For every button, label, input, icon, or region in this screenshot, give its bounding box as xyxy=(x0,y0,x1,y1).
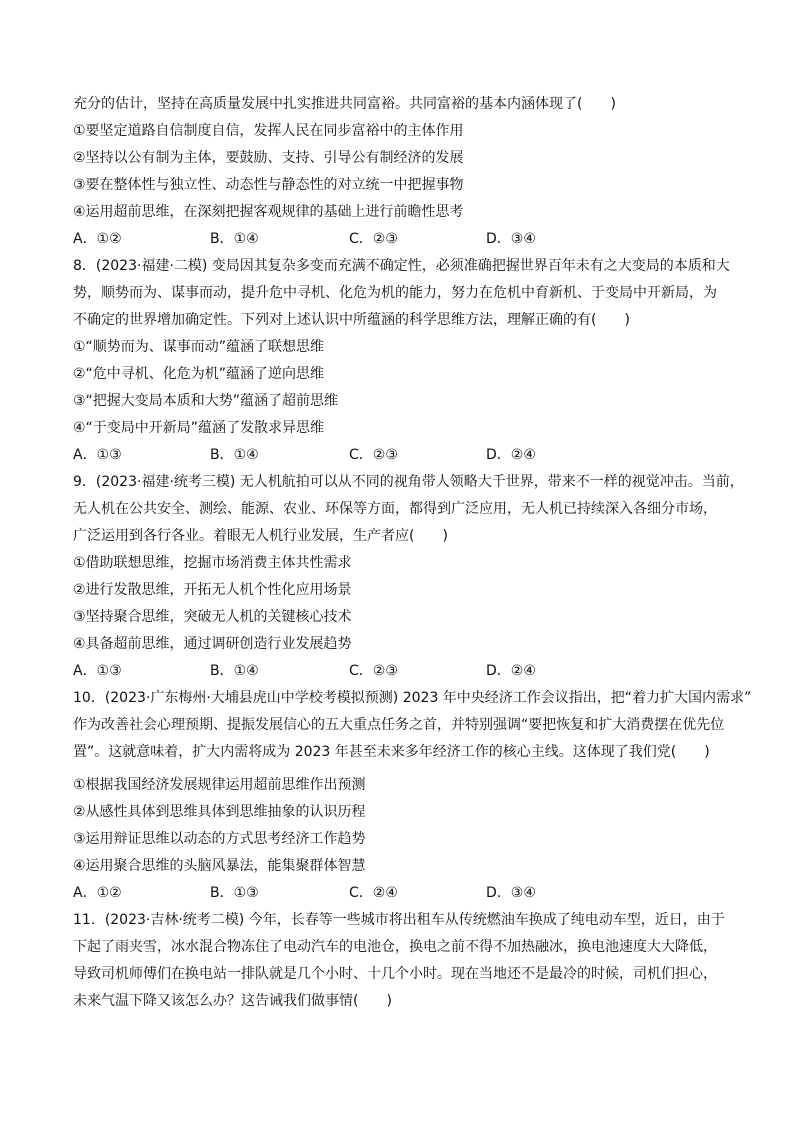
q8-stem-line-2: 势，顺势而为、谋事而动，提升危中寻机、化危为机的能力，努力在危机中育新机、于变局中开新局，为 xyxy=(73,285,717,301)
q10-choice-a: A．①② xyxy=(73,885,122,901)
q10-choice-d: D．③④ xyxy=(486,885,536,901)
q8-choice-b: B．①④ xyxy=(210,447,259,463)
q8-choice-a: A．①③ xyxy=(73,447,122,463)
q7-option-2: ②坚持以公有制为主体，要鼓励、支持、引导公有制经济的发展 xyxy=(73,150,464,166)
q8-option-1: ①“顺势而为、谋事而动”蕴涵了联想思维 xyxy=(73,339,325,355)
q9-stem-line-3: 广泛运用到各行各业。着眼无人机行业发展，生产者应( ) xyxy=(73,528,448,544)
q8-option-2: ②“危中寻机、化危为机”蕴涵了逆向思维 xyxy=(73,366,325,382)
q9-choice-a: A．①③ xyxy=(73,663,122,679)
q7-choices xyxy=(73,230,733,248)
q10-option-3: ③运用辩证思维以动态的方式思考经济工作趋势 xyxy=(73,831,366,847)
q9-option-1: ①借助联想思维，挖掘市场消费主体共性需求 xyxy=(73,555,352,571)
q10-option-1: ①根据我国经济发展规律运用超前思维作出预测 xyxy=(73,777,366,793)
q11-stem-line-3: 导致司机师傅们在换电站一排队就是几个小时、十几个小时。现在当地还不是最冷的时候，司机们担心， xyxy=(73,966,717,982)
q10-choices xyxy=(73,884,733,902)
q8-choice-c: C．②③ xyxy=(349,447,398,463)
q9-option-2: ②进行发散思维，开拓无人机个性化应用场景 xyxy=(73,582,352,598)
q7-choice-b: B．①④ xyxy=(210,231,259,247)
q9-choice-b: B．①④ xyxy=(210,663,259,679)
q11-stem-line-4: 未来气温下降又该怎么办？这告诫我们做事情( ) xyxy=(73,993,392,1009)
q10-option-4: ④运用聚合思维的头脑风暴法，能集聚群体智慧 xyxy=(73,858,366,874)
q7-choice-d: D．③④ xyxy=(486,231,536,247)
q10-stem-line-1: 10．(2023·广东梅州·大埔县虎山中学校考模拟预测) 2023 年中央经济工作会议指出，把“着力扩大国内需求” xyxy=(73,690,752,706)
q10-option-2: ②从感性具体到思维具体到思维抽象的认识历程 xyxy=(73,804,366,820)
q7-choice-a: A．①② xyxy=(73,231,122,247)
q9-option-3: ③坚持聚合思维，突破无人机的关键核心技术 xyxy=(73,609,352,625)
q9-stem-line-1: 9．(2023·福建·统考三模) 无人机航拍可以从不同的视角带人领略大千世界，带来不一样的视觉冲击。当前， xyxy=(73,474,744,490)
q11-stem-line-2: 下起了雨夹雪，冰水混合物冻住了电动汽车的电池仓，换电之前不得不加热融冰，换电池速度大大降低， xyxy=(73,939,717,955)
q10-choice-b: B．①③ xyxy=(210,885,259,901)
q9-stem-line-2: 无人机在公共安全、测绘、能源、农业、环保等方面，都得到广泛应用，无人机已持续深入各细分市场， xyxy=(73,501,717,517)
q8-choices xyxy=(73,446,733,464)
q8-option-3: ③“把握大变局本质和大势”蕴涵了超前思维 xyxy=(73,393,339,409)
q8-choice-d: D．②④ xyxy=(486,447,536,463)
q7-option-3: ③要在整体性与独立性、动态性与静态性的对立统一中把握事物 xyxy=(73,177,464,193)
q10-stem-line-3: 置”。这就意味着，扩大内需将成为 2023 年甚至未来多年经济工作的核心主线。这体现了我们党( ) xyxy=(73,744,710,760)
q10-choice-c: C．②④ xyxy=(349,885,398,901)
q7-option-1: ①要坚定道路自信制度自信，发挥人民在同步富裕中的主体作用 xyxy=(73,123,464,139)
q8-stem-line-1: 8．(2023·福建·二模) 变局因其复杂多变而充满不确定性，必须准确把握世界百年未有之大变局的本质和大 xyxy=(73,258,730,274)
q9-choice-c: C．②③ xyxy=(349,663,398,679)
q9-choice-d: D．②④ xyxy=(486,663,536,679)
q7-option-4: ④运用超前思维，在深刻把握客观规律的基础上进行前瞻性思考 xyxy=(73,204,464,220)
q11-stem-line-1: 11．(2023·吉林·统考二模) 今年，长春等一些城市将出租车从传统燃油车换成了纯电动车型，近日，由于 xyxy=(73,912,725,928)
q7-choice-c: C．②③ xyxy=(349,231,398,247)
q9-choices xyxy=(73,662,733,680)
q7-stem-tail: 充分的估计，坚持在高质量发展中扎实推进共同富裕。共同富裕的基本内涵体现了( ) xyxy=(73,96,616,112)
q9-option-4: ④具备超前思维，通过调研创造行业发展趋势 xyxy=(73,636,352,652)
q10-stem-line-2: 作为改善社会心理预期、提振发展信心的五大重点任务之首，并特别强调“要把恢复和扩大消费摆在优先位 xyxy=(73,717,725,733)
q8-stem-line-3: 不确定的世界增加确定性。下列对上述认识中所蕴涵的科学思维方法，理解正确的有( ) xyxy=(73,312,630,328)
q8-option-4: ④“于变局中开新局”蕴涵了发散求异思维 xyxy=(73,420,325,436)
